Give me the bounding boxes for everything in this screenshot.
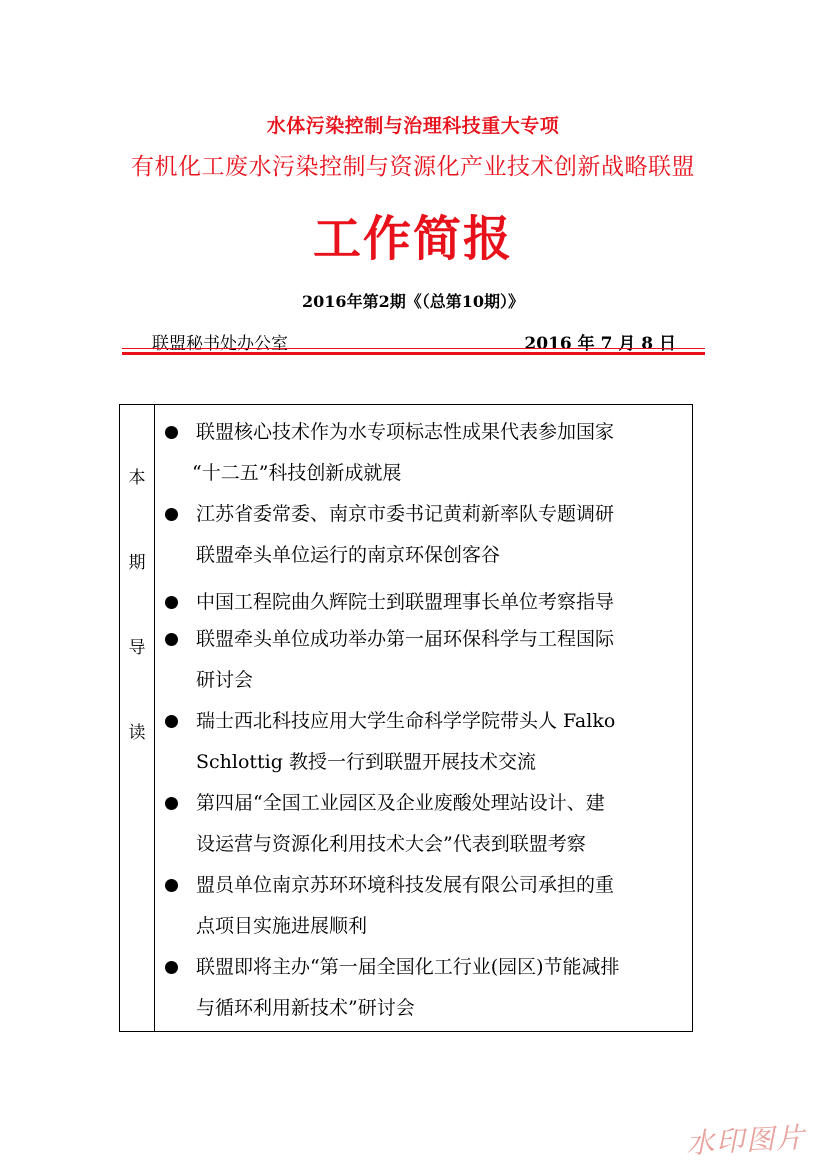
toc-item-line: 与循环利用新技术”研讨会 xyxy=(196,997,415,1019)
toc-item-line: 联盟即将主办“第一届全国化工行业(园区)节能减排 xyxy=(196,956,620,978)
office-name: 联盟秘书处办公室 xyxy=(152,334,288,354)
toc-item-line: 中国工程院曲久辉院士到联盟理事长单位考察指导 xyxy=(196,591,615,613)
toc-item[interactable] xyxy=(196,865,696,947)
red-rule-thick xyxy=(122,352,705,355)
bullet-icon xyxy=(165,797,178,810)
toc-item-line: 江苏省委常委、南京市委书记黄莉新率队专题调研 xyxy=(196,503,615,525)
toc-item-line: 联盟牵头单位运行的南京环保创客谷 xyxy=(196,544,501,566)
toc-item[interactable] xyxy=(196,582,696,623)
toc-item[interactable] xyxy=(192,412,696,494)
toc-item-line: 联盟核心技术作为水专项标志性成果代表参加国家 xyxy=(196,421,615,443)
toc-item-line: 设运营与资源化利用技术大会”代表到联盟考察 xyxy=(196,833,586,855)
bullet-icon xyxy=(165,879,178,892)
issue-date: 2016 年 7 月 8 日 xyxy=(524,334,676,354)
toc-item-line: “十二五”科技创新成就展 xyxy=(192,462,402,484)
toc-side-label-char: 读 xyxy=(128,723,146,743)
bullet-icon xyxy=(165,961,178,974)
header-line1: 水体污染控制与治理科技重大专项 xyxy=(266,115,560,137)
bullet-icon xyxy=(165,633,178,646)
toc-divider xyxy=(154,405,155,1031)
toc-item[interactable] xyxy=(196,783,696,865)
toc-item[interactable] xyxy=(196,619,696,701)
toc-box xyxy=(119,404,693,1032)
toc-item-line: Schlottig 教授一行到联盟开展技术交流 xyxy=(196,751,536,773)
toc-item-line: 盟员单位南京苏环环境科技发展有限公司承担的重 xyxy=(196,874,615,896)
bulletin-title: 工作简报 xyxy=(312,211,513,267)
toc-item[interactable] xyxy=(196,701,696,783)
toc-item-line: 研讨会 xyxy=(196,669,254,691)
toc-item-line: 点项目实施进展顺利 xyxy=(196,915,368,937)
toc-item-line: 第四届“全国工业园区及企业废酸处理站设计、建 xyxy=(196,792,605,814)
watermark: 水印图片 xyxy=(685,1120,807,1161)
toc-item[interactable] xyxy=(196,947,696,1029)
toc-side-label-char: 期 xyxy=(128,553,146,573)
bullet-icon xyxy=(165,596,178,609)
toc-item-line: 联盟牵头单位成功举办第一届环保科学与工程国际 xyxy=(196,628,615,650)
toc-side-label-char: 导 xyxy=(128,638,146,658)
toc-item[interactable] xyxy=(196,494,696,576)
issue-number: 2016年第2期《（总第10期）》 xyxy=(302,292,524,311)
bullet-icon xyxy=(165,508,178,521)
bullet-icon xyxy=(165,426,178,439)
red-rule-thin xyxy=(122,348,705,349)
toc-item-line: 瑞士西北科技应用大学生命科学学院带头人 Falko xyxy=(196,710,616,732)
toc-side-label-char: 本 xyxy=(128,468,146,488)
bullet-icon xyxy=(165,715,178,728)
header-line2: 有机化工废水污染控制与资源化产业技术创新战略联盟 xyxy=(131,154,695,180)
